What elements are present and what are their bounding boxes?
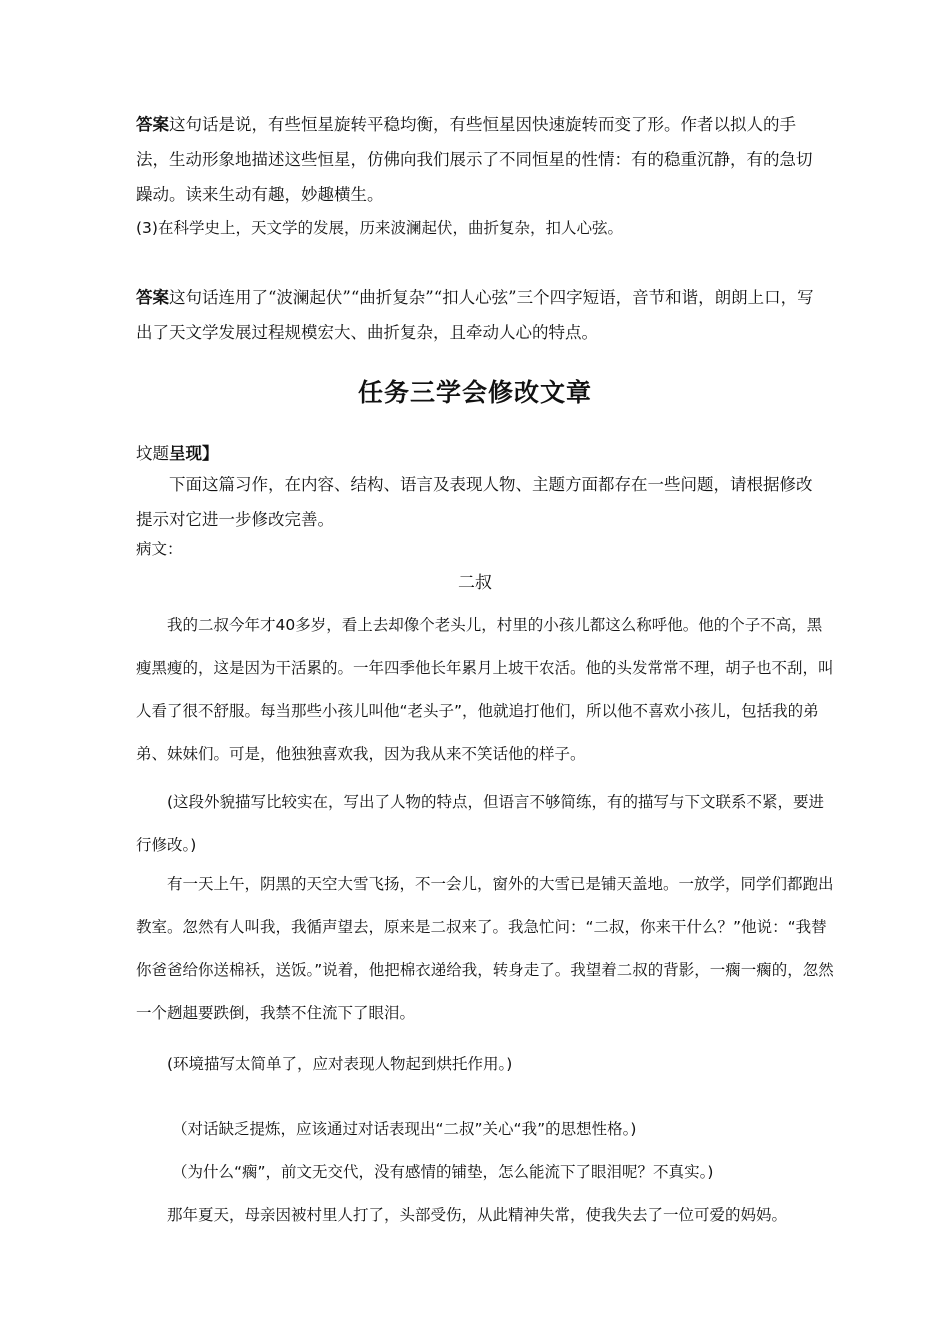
answer-label: 答案	[136, 288, 169, 307]
answer-text: 这句话是说，有些恒星旋转平稳均衡，有些恒星因快速旋转而变了形。作者以拟人的手法，生动形象地描述这些恒星，仿佛向我们展示了不同恒星的性情：有的稳重沉静，有的急切躁动。读来生动有趣，妙趣横生。	[136, 115, 813, 204]
revision-note-4: （为什么“瘸”，前文无交代，没有感情的铺垫，怎么能流下了眼泪呢？不真实。)	[172, 1163, 714, 1181]
essay-paragraph-3: 那年夏天，母亲因被村里人打了，头部受伤，从此精神失常，使我失去了一位可爱的妈妈。	[167, 1206, 788, 1224]
question-3: (3)在科学史上，天文学的发展，历来波澜起伏，曲折复杂，扣人心弦。	[136, 219, 623, 237]
answer-text: 这句话连用了“波澜起伏”“曲折复杂”“扣人心弦”三个四字短语，音节和谐，朗朗上口，写出了天文学发展过程规模宏大、曲折复杂，且牵动人心的特点。	[136, 288, 814, 342]
task-label	[136, 436, 826, 471]
section-heading: 任务三学会修改文章	[357, 378, 592, 407]
task-label-bold: 呈现】	[169, 444, 219, 463]
essay-paragraph-1: 我的二叔今年才40多岁，看上去却像个老头儿，村里的小孩儿都这么称呼他。他的个子不高，黑瘦黑瘦的，这是因为干活累的。一年四季他长年累月上坡干农活。他的头发常常不理，胡子也不刮，叫人看了很不舒服。每当那些小孩儿叫他“老头子”，他就追打他们，所以他不喜欢小孩儿，包括我的弟弟、妹妹们。可是，他独独喜欢我，因为我从来不笑话他的样子。	[136, 616, 834, 763]
answer-label: 答案	[136, 115, 169, 134]
task-label-prefix: 坟题	[136, 444, 169, 463]
answer-block-2	[136, 280, 826, 350]
sick-essay-label: 病文：	[136, 540, 183, 558]
revision-note-2: (环境描写太简单了，应对表现人物起到烘托作用。)	[167, 1055, 513, 1073]
revision-note-1: (这段外貌描写比较实在，写出了人物的特点，但语言不够简练，有的描写与下文联系不紧，要进行修改。)	[136, 793, 825, 854]
answer-block-1	[136, 107, 826, 212]
revision-note-3: （对话缺乏提炼，应该通过对话表现出“二叔”关心“我”的思想性格。)	[172, 1120, 637, 1138]
essay-paragraph-2: 有一天上午，阴黑的天空大雪飞扬，不一会儿，窗外的大雪已是铺天盖地。一放学，同学们都跑出教室。忽然有人叫我，我循声望去，原来是二叔来了。我急忙问：“二叔，你来干什么？”他说：“我替你爸爸给你送棉袄，送饭。”说着，他把棉衣递给我，转身走了。我望着二叔的背影，一瘸一瘸的，忽然一个趔趄要跌倒，我禁不住流下了眼泪。	[136, 875, 834, 1022]
instruction-paragraph: 下面这篇习作，在内容、结构、语言及表现人物、主题方面都存在一些问题，请根据修改提示对它进一步修改完善。	[136, 475, 813, 529]
essay-title: 二叔	[458, 573, 492, 593]
